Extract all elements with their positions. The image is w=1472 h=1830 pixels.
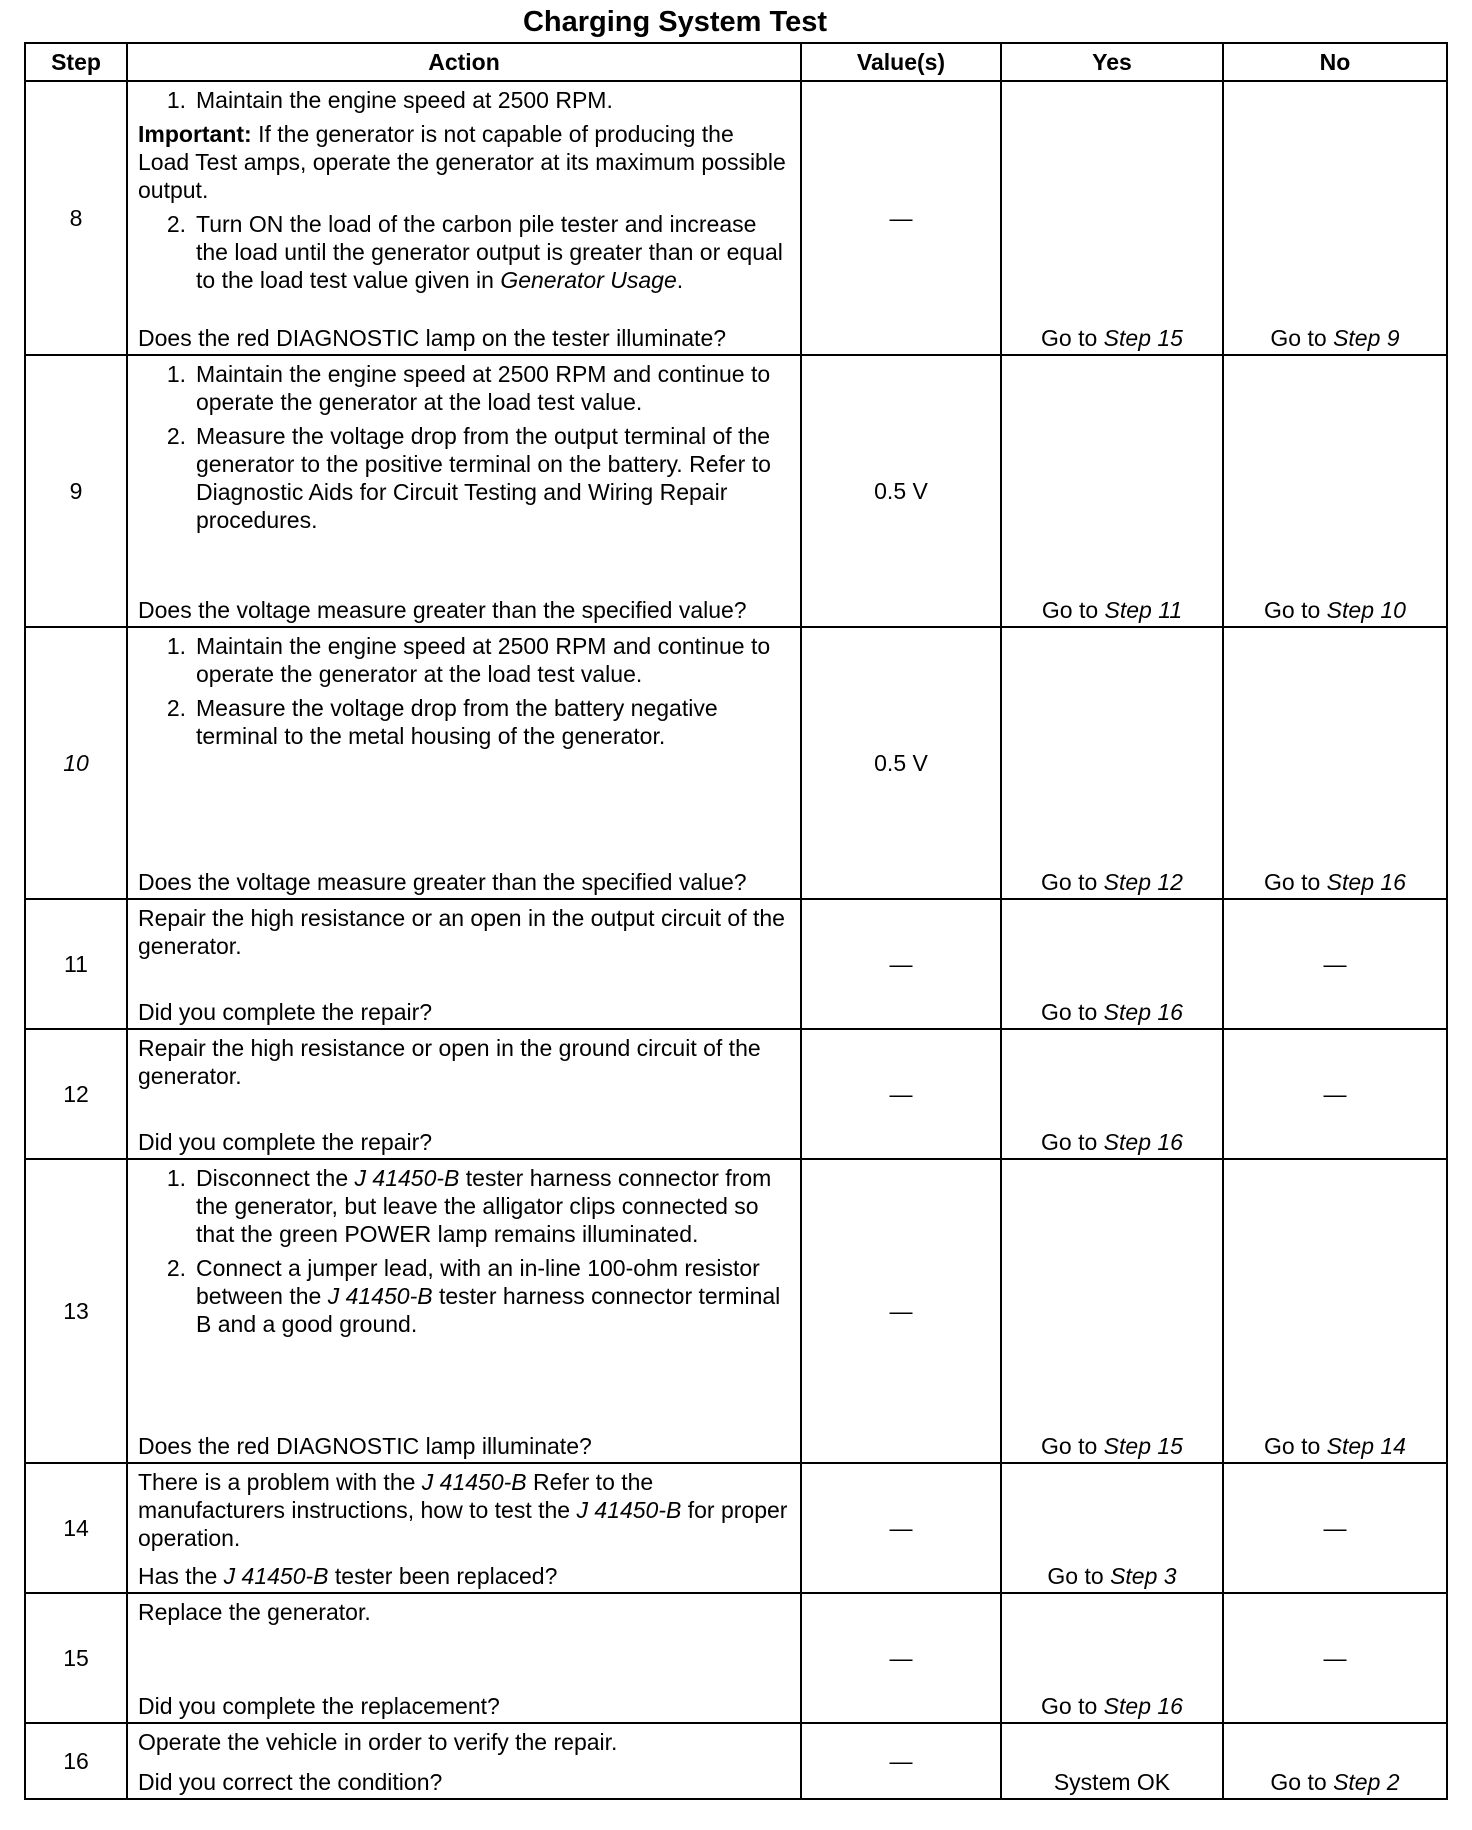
action-cell <box>127 627 801 899</box>
question-text: Does the voltage measure greater than the specified value? <box>138 597 747 623</box>
yes-cell: Go to Step 16 <box>1001 1593 1223 1723</box>
value-cell: 0.5 V <box>801 355 1001 627</box>
question-text: Did you complete the repair? <box>138 1129 433 1155</box>
action-text: Replace the generator. <box>138 1599 371 1625</box>
step-number: 13 <box>25 1159 127 1463</box>
yes-cell: Go to Step 15 <box>1001 1159 1223 1463</box>
yes-cell: Go to Step 11 <box>1001 355 1223 627</box>
important-note: Important: If the generator is not capable of producing the Load Test amps, operate the generator at its maximum possible output. <box>138 121 786 203</box>
value-cell: — <box>801 1029 1001 1159</box>
question-text: Did you complete the replacement? <box>138 1693 500 1719</box>
table-row <box>25 1593 1447 1723</box>
value-cell: — <box>801 1593 1001 1723</box>
yes-cell: Go to Step 15 <box>1001 81 1223 355</box>
value-cell: — <box>801 899 1001 1029</box>
header-values: Value(s) <box>801 43 1001 81</box>
step-number: 15 <box>25 1593 127 1723</box>
action-cell <box>127 899 801 1029</box>
question-text: Does the red DIAGNOSTIC lamp illuminate? <box>138 1433 592 1459</box>
header-action: Action <box>127 43 801 81</box>
action-cell <box>127 355 801 627</box>
no-cell: — <box>1223 1593 1447 1723</box>
question-text: Has the J 41450-B tester been replaced? <box>138 1563 558 1589</box>
charging-system-test-table <box>24 42 1448 1800</box>
list-item: 1. Maintain the engine speed at 2500 RPM and continue to operate the generator at the load test value. <box>166 633 771 687</box>
no-cell: Go to Step 9 <box>1223 81 1447 355</box>
list-item: 1. Disconnect the J 41450-B tester harness connector from the generator, but leave the alligator clips connected so that the green POWER lamp remains illuminated. <box>166 1165 772 1247</box>
step-number: 10 <box>25 627 127 899</box>
value-cell: — <box>801 1723 1001 1799</box>
action-cell <box>127 81 801 355</box>
table-row <box>25 1159 1447 1463</box>
yes-cell: Go to Step 3 <box>1001 1463 1223 1593</box>
action-text: Repair the high resistance or open in the ground circuit of the generator. <box>138 1035 761 1089</box>
table-row <box>25 1029 1447 1159</box>
yes-cell: Go to Step 12 <box>1001 627 1223 899</box>
header-yes: Yes <box>1001 43 1223 81</box>
table-row <box>25 355 1447 627</box>
list-item: 2. Measure the voltage drop from the battery negative terminal to the metal housing of the generator. <box>166 695 718 749</box>
no-cell: — <box>1223 1029 1447 1159</box>
value-cell: — <box>801 81 1001 355</box>
no-cell: Go to Step 14 <box>1223 1159 1447 1463</box>
action-cell <box>127 1159 801 1463</box>
no-cell: — <box>1223 899 1447 1029</box>
action-cell <box>127 1723 801 1799</box>
table-row <box>25 627 1447 899</box>
table-row <box>25 899 1447 1029</box>
step-number: 14 <box>25 1463 127 1593</box>
header-step: Step <box>25 43 127 81</box>
step-number: 16 <box>25 1723 127 1799</box>
question-text: Does the red DIAGNOSTIC lamp on the tester illuminate? <box>138 325 727 351</box>
step-number: 12 <box>25 1029 127 1159</box>
list-item: 1. Maintain the engine speed at 2500 RPM and continue to operate the generator at the load test value. <box>166 361 771 415</box>
list-item: 1. Maintain the engine speed at 2500 RPM. <box>166 87 613 113</box>
step-number: 11 <box>25 899 127 1029</box>
action-text: Operate the vehicle in order to verify the repair. <box>138 1729 618 1755</box>
list-item: 2. Connect a jumper lead, with an in-line 100-ohm resistor between the J 41450-B tester harness connector terminal B and a good ground. <box>166 1255 781 1337</box>
step-number: 8 <box>25 81 127 355</box>
yes-cell: Go to Step 16 <box>1001 1029 1223 1159</box>
value-cell: — <box>801 1463 1001 1593</box>
list-item: 2. Measure the voltage drop from the output terminal of the generator to the positive terminal on the battery. Refer to Diagnostic Aids for Circuit Testing and Wiring Repair procedures. <box>166 423 771 533</box>
yes-cell: System OK <box>1001 1723 1223 1799</box>
table-row <box>25 81 1447 355</box>
no-cell: Go to Step 10 <box>1223 355 1447 627</box>
no-cell: Go to Step 16 <box>1223 627 1447 899</box>
value-cell: — <box>801 1159 1001 1463</box>
no-cell: Go to Step 2 <box>1223 1723 1447 1799</box>
action-text: There is a problem with the J 41450-B Refer to the manufacturers instructions, how to test the J 41450-B for proper operation. <box>138 1469 788 1551</box>
list-item: 2. Turn ON the load of the carbon pile tester and increase the load until the generator output is greater than or equal to the load test value given in Generator Usage. <box>166 211 783 293</box>
action-cell <box>127 1463 801 1593</box>
question-text: Did you complete the repair? <box>138 999 433 1025</box>
table-row <box>25 1463 1447 1593</box>
yes-cell: Go to Step 16 <box>1001 899 1223 1029</box>
no-cell: — <box>1223 1463 1447 1593</box>
table-row <box>25 1723 1447 1799</box>
question-text: Does the voltage measure greater than the specified value? <box>138 869 747 895</box>
header-no: No <box>1223 43 1447 81</box>
action-cell <box>127 1593 801 1723</box>
header-row <box>25 43 1447 81</box>
value-cell: 0.5 V <box>801 627 1001 899</box>
page-title: Charging System Test <box>522 6 828 38</box>
question-text: Did you correct the condition? <box>138 1769 443 1795</box>
action-cell <box>127 1029 801 1159</box>
action-text: Repair the high resistance or an open in the output circuit of the generator. <box>138 905 785 959</box>
step-number: 9 <box>25 355 127 627</box>
